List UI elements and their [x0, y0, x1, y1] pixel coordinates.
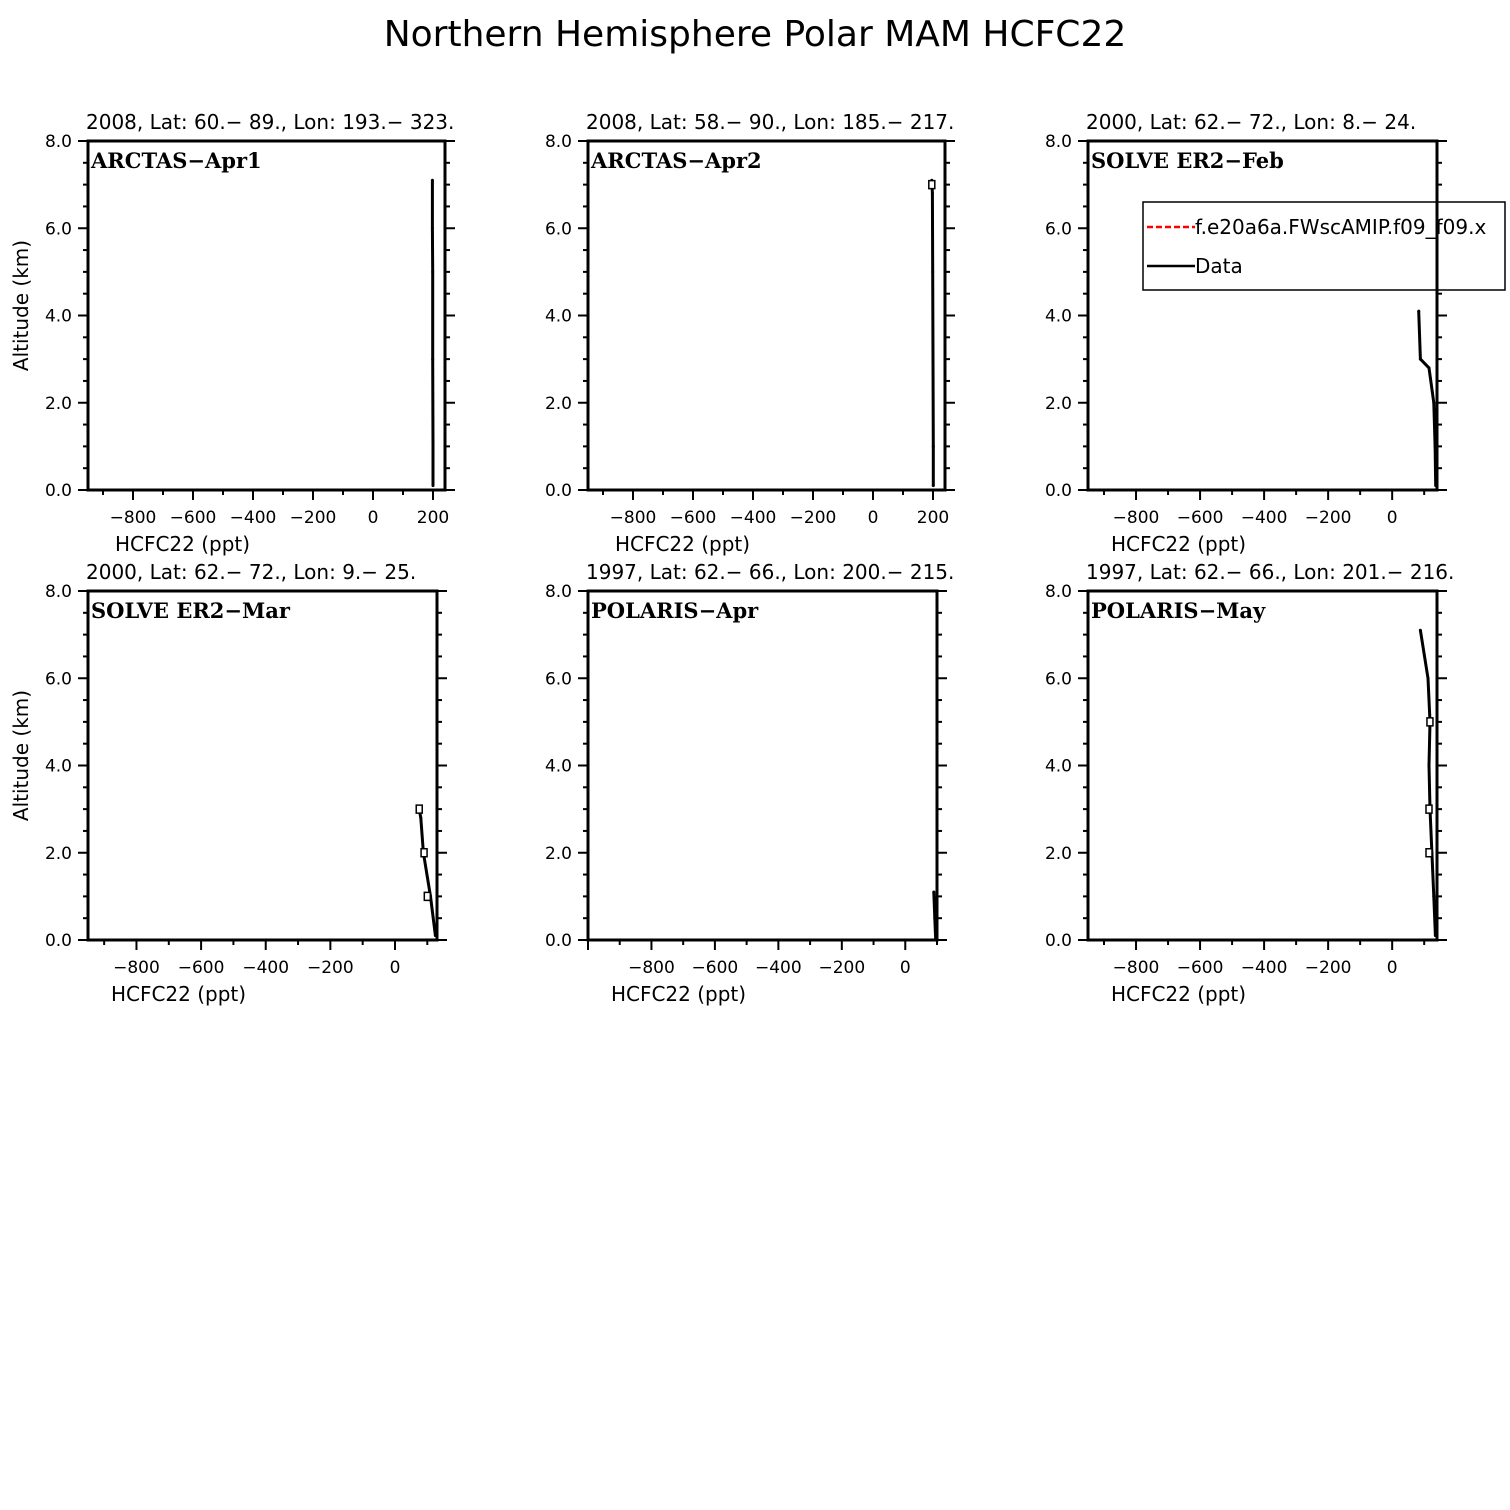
y-tick-label: 4.0: [1044, 756, 1072, 777]
data-point: [432, 484, 435, 487]
x-tick-label: −600: [1176, 508, 1224, 528]
x-tick-label: −200: [1304, 508, 1352, 528]
y-tick-label: 2.0: [1044, 843, 1072, 864]
data-marker: [1427, 718, 1433, 726]
data-point: [931, 192, 934, 195]
panel-header: 2008, Lat: 60.− 89., Lon: 193.− 323.: [86, 110, 455, 134]
legend-label: Data: [1195, 254, 1243, 278]
y-axis-label: Altitude (km): [9, 689, 33, 822]
y-tick-label: 2.0: [44, 843, 72, 864]
plot-frame: [88, 141, 445, 490]
data-point: [1427, 677, 1430, 680]
data-point: [932, 891, 935, 894]
series-line-data: [1420, 630, 1435, 935]
data-point: [1417, 310, 1420, 313]
data-marker: [424, 892, 430, 900]
figure-title: Northern Hemisphere Polar MAM HCFC22: [383, 14, 1127, 55]
series-line-data: [932, 180, 934, 485]
data-marker: [1426, 805, 1432, 813]
data-point: [932, 484, 935, 487]
x-tick-label: −800: [109, 508, 157, 528]
x-axis-label: HCFC22 (ppt): [114, 532, 251, 556]
y-tick-label: 0.0: [544, 481, 572, 501]
plot-frame: [588, 141, 945, 490]
y-tick-label: 4.0: [544, 756, 572, 777]
series-line-data: [934, 892, 936, 940]
y-tick-label: 6.0: [44, 669, 72, 690]
data-point: [431, 270, 434, 273]
x-tick-label: −600: [691, 958, 739, 978]
panel-header: 2000, Lat: 62.− 72., Lon: 9.− 25.: [86, 560, 417, 584]
y-tick-label: 8.0: [544, 132, 572, 152]
data-point: [932, 445, 935, 448]
x-tick-label: 0: [867, 508, 879, 528]
panel-2: [545, 110, 955, 556]
y-tick-label: 4.0: [44, 756, 72, 777]
series-line-data: [432, 180, 433, 485]
panel-header: 2000, Lat: 62.− 72., Lon: 8.− 24.: [1086, 110, 1417, 134]
data-point: [1419, 358, 1422, 361]
x-tick-label: −200: [307, 958, 354, 978]
x-tick-label: 200: [416, 508, 450, 528]
y-tick-label: 2.0: [1044, 393, 1072, 414]
data-point: [931, 270, 934, 273]
panel-label: POLARIS−May: [1091, 598, 1266, 623]
data-point: [434, 934, 437, 937]
y-tick-label: 6.0: [44, 219, 72, 240]
data-point: [1434, 445, 1437, 448]
data-point: [1432, 401, 1435, 404]
y-tick-label: 8.0: [544, 582, 572, 602]
plot-frame: [1088, 141, 1437, 490]
x-tick-label: 0: [899, 958, 911, 978]
x-tick-label: −800: [1112, 958, 1160, 978]
data-point: [1432, 895, 1435, 898]
panel-4: [9, 560, 447, 1006]
data-marker: [1426, 849, 1432, 857]
x-tick-label: −600: [669, 508, 717, 528]
y-tick-label: 8.0: [1044, 132, 1072, 152]
data-marker: [416, 805, 422, 813]
data-point: [1427, 366, 1430, 369]
plot-frame: [88, 591, 437, 940]
legend-label: f.e20a6a.FWscAMIP.f09_f09.x: [1195, 215, 1487, 239]
panel-label: ARCTAS−Apr1: [91, 148, 262, 173]
panel-3: [1045, 110, 1505, 556]
y-tick-label: 6.0: [544, 669, 572, 690]
x-tick-label: −800: [628, 958, 675, 978]
data-point: [432, 445, 435, 448]
x-axis-label: HCFC22 (ppt): [1110, 982, 1247, 1006]
x-tick-label: −400: [242, 958, 290, 978]
panel-header: 1997, Lat: 62.− 66., Lon: 200.− 215.: [586, 560, 955, 584]
y-tick-label: 8.0: [44, 132, 72, 152]
data-point: [1427, 764, 1430, 767]
panel-header: 2008, Lat: 58.− 90., Lon: 185.− 217.: [586, 110, 955, 134]
y-tick-label: 8.0: [1044, 582, 1072, 602]
y-tick-label: 4.0: [544, 306, 572, 327]
panel-header: 1997, Lat: 62.− 66., Lon: 201.− 216.: [1086, 560, 1455, 584]
y-tick-label: 8.0: [44, 582, 72, 602]
y-tick-label: 2.0: [544, 393, 572, 414]
y-tick-label: 2.0: [544, 843, 572, 864]
x-tick-label: −400: [1240, 958, 1288, 978]
y-tick-label: 0.0: [1044, 931, 1072, 951]
data-point: [933, 917, 936, 920]
data-point: [431, 358, 434, 361]
plot-frame: [1088, 591, 1437, 940]
x-tick-label: −600: [169, 508, 217, 528]
panels-group: [9, 110, 1505, 1006]
x-tick-label: −400: [755, 958, 802, 978]
panel-label: ARCTAS−Apr2: [591, 148, 762, 173]
x-axis-label: HCFC22 (ppt): [110, 982, 247, 1006]
x-axis-label: HCFC22 (ppt): [1110, 532, 1247, 556]
data-point: [1419, 629, 1422, 632]
x-tick-label: −200: [289, 508, 337, 528]
x-tick-label: 0: [367, 508, 379, 528]
x-axis-label: HCFC22 (ppt): [610, 982, 747, 1006]
y-tick-label: 6.0: [544, 219, 572, 240]
y-tick-label: 0.0: [1044, 481, 1072, 501]
panel-1: [9, 110, 455, 556]
x-tick-label: 0: [1386, 508, 1398, 528]
x-axis-label: HCFC22 (ppt): [614, 532, 751, 556]
panel-5: [545, 560, 954, 1006]
x-tick-label: −400: [1240, 508, 1288, 528]
series-line-data: [419, 809, 435, 936]
data-point: [1434, 484, 1437, 487]
y-tick-label: 6.0: [1044, 219, 1072, 240]
x-tick-label: −400: [729, 508, 777, 528]
data-point: [934, 939, 937, 942]
x-tick-label: −800: [113, 958, 160, 978]
x-tick-label: 0: [389, 958, 401, 978]
y-axis-label: Altitude (km): [9, 239, 33, 372]
data-point: [419, 816, 422, 819]
data-point: [1434, 934, 1437, 937]
x-tick-label: −600: [177, 958, 225, 978]
data-marker: [929, 181, 935, 189]
x-tick-label: −400: [229, 508, 277, 528]
y-tick-label: 0.0: [44, 931, 72, 951]
y-tick-label: 2.0: [44, 393, 72, 414]
x-tick-label: 200: [916, 508, 950, 528]
y-tick-label: 4.0: [1044, 306, 1072, 327]
x-tick-label: −600: [1176, 958, 1224, 978]
panel-label: POLARIS−Apr: [591, 598, 759, 623]
data-marker: [421, 849, 427, 857]
x-tick-label: 0: [1386, 958, 1398, 978]
x-tick-label: −800: [609, 508, 657, 528]
series-line-data: [1419, 311, 1436, 486]
data-point: [431, 179, 434, 182]
y-tick-label: 4.0: [44, 306, 72, 327]
y-tick-label: 0.0: [544, 931, 572, 951]
panel-label: SOLVE ER2−Mar: [91, 598, 290, 623]
x-tick-label: −800: [1112, 508, 1160, 528]
x-tick-label: −200: [818, 958, 866, 978]
data-point: [932, 358, 935, 361]
x-tick-label: −200: [1304, 958, 1352, 978]
y-tick-label: 0.0: [44, 481, 72, 501]
plot-frame: [588, 591, 937, 940]
data-point: [431, 227, 434, 230]
y-tick-label: 6.0: [1044, 669, 1072, 690]
panel-6: [1045, 560, 1454, 1006]
x-tick-label: −200: [789, 508, 837, 528]
panel-label: SOLVE ER2−Feb: [1091, 148, 1284, 173]
